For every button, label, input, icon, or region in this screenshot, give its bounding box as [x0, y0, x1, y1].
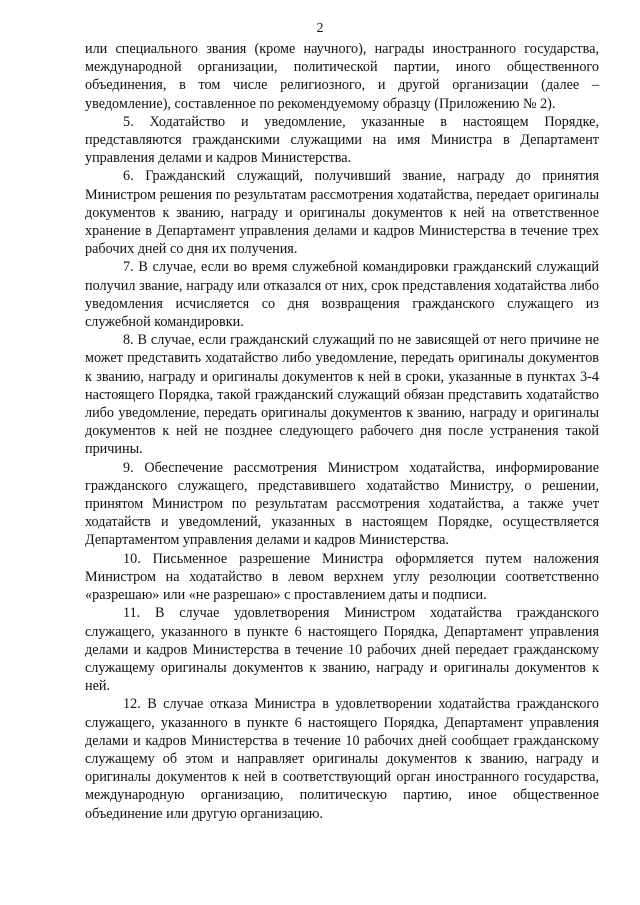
paragraph-item-8: 8. В случае, если гражданский служащий по не зависящей от него причине не может представить ходатайство либо уведомление, передать оригиналы документов к званию, награду и оригиналы документов к ней в сроки, указанные в пунктах 3-4 настоящего Порядка, такой гражданский служащий обязан представить ходатайство либо уведомление, передать оригиналы документов к званию, награду и оригиналы документов к ней не позднее следующего рабочего дня после устранения такой причины.	[85, 332, 599, 458]
paragraph-item-7: 7. В случае, если во время служебной командировки гражданский служащий получил звание, награду или отказался от них, срок представления ходатайства либо уведомления исчисляется со дня возвращения гражданского служащего из служебной командировки.	[85, 259, 599, 331]
document-body	[85, 40, 599, 823]
paragraph-item-12: 12. В случае отказа Министра в удовлетворении ходатайства гражданского служащего, указанного в пункте 6 настоящего Порядка, Департамент управления делами и кадров Министерства в течение 10 рабочих дней сообщает гражданскому служащему об этом и направляет оригиналы документов к званию, награду и оригиналы документов к ней в соответствующий орган иностранного государства, международную организацию, политическую партию, иное общественное объединение или другую организацию.	[85, 696, 599, 822]
paragraph-item-10: 10. Письменное разрешение Министра оформляется путем наложения Министром на ходатайство в левом верхнем углу резолюции соответственно «разрешаю» или «не разрешаю» с проставлением даты и подписи.	[85, 550, 599, 604]
page-number: 2	[316, 21, 324, 36]
paragraph-item-5: 5. Ходатайство и уведомление, указанные в настоящем Порядке, представляются гражданскими служащими на имя Министра в Департамент управления делами и кадров Министерства.	[85, 113, 599, 167]
paragraph-item-11: 11. В случае удовлетворения Министром ходатайства гражданского служащего, указанного в пункте 6 настоящего Порядка, Департамент управления делами и кадров Министерства в течение 10 рабочих дней передает гражданскому служащему оригиналы документов к званию, награду и оригиналы документов к ней.	[85, 605, 599, 695]
paragraph-item-6: 6. Гражданский служащий, получивший звание, награду до принятия Министром решения по результатам рассмотрения ходатайства, передает оригиналы документов к званию, награду и оригиналы документов к ней на ответственное хранение в Департамент управления делами и кадров Министерства в течение трех рабочих дней со дня их получения.	[85, 168, 599, 258]
paragraph-item-9: 9. Обеспечение рассмотрения Министром ходатайства, информирование гражданского служащего, представившего ходатайство Министру, о решении, принятом Министром по результатам рассмотрения ходатайства, а также учет ходатайств и уведомлений, указанных в настоящем Порядке, осуществляется Департаментом управления делами и кадров Министерства.	[85, 459, 599, 549]
paragraph-continuation: или специального звания (кроме научного), награды иностранного государства, международной организации, политической партии, иного общественного объединения, в том числе религиозного, и другой организации (далее – уведомление), составленное по рекомендуемому образцу (Приложению № 2).	[85, 41, 599, 112]
